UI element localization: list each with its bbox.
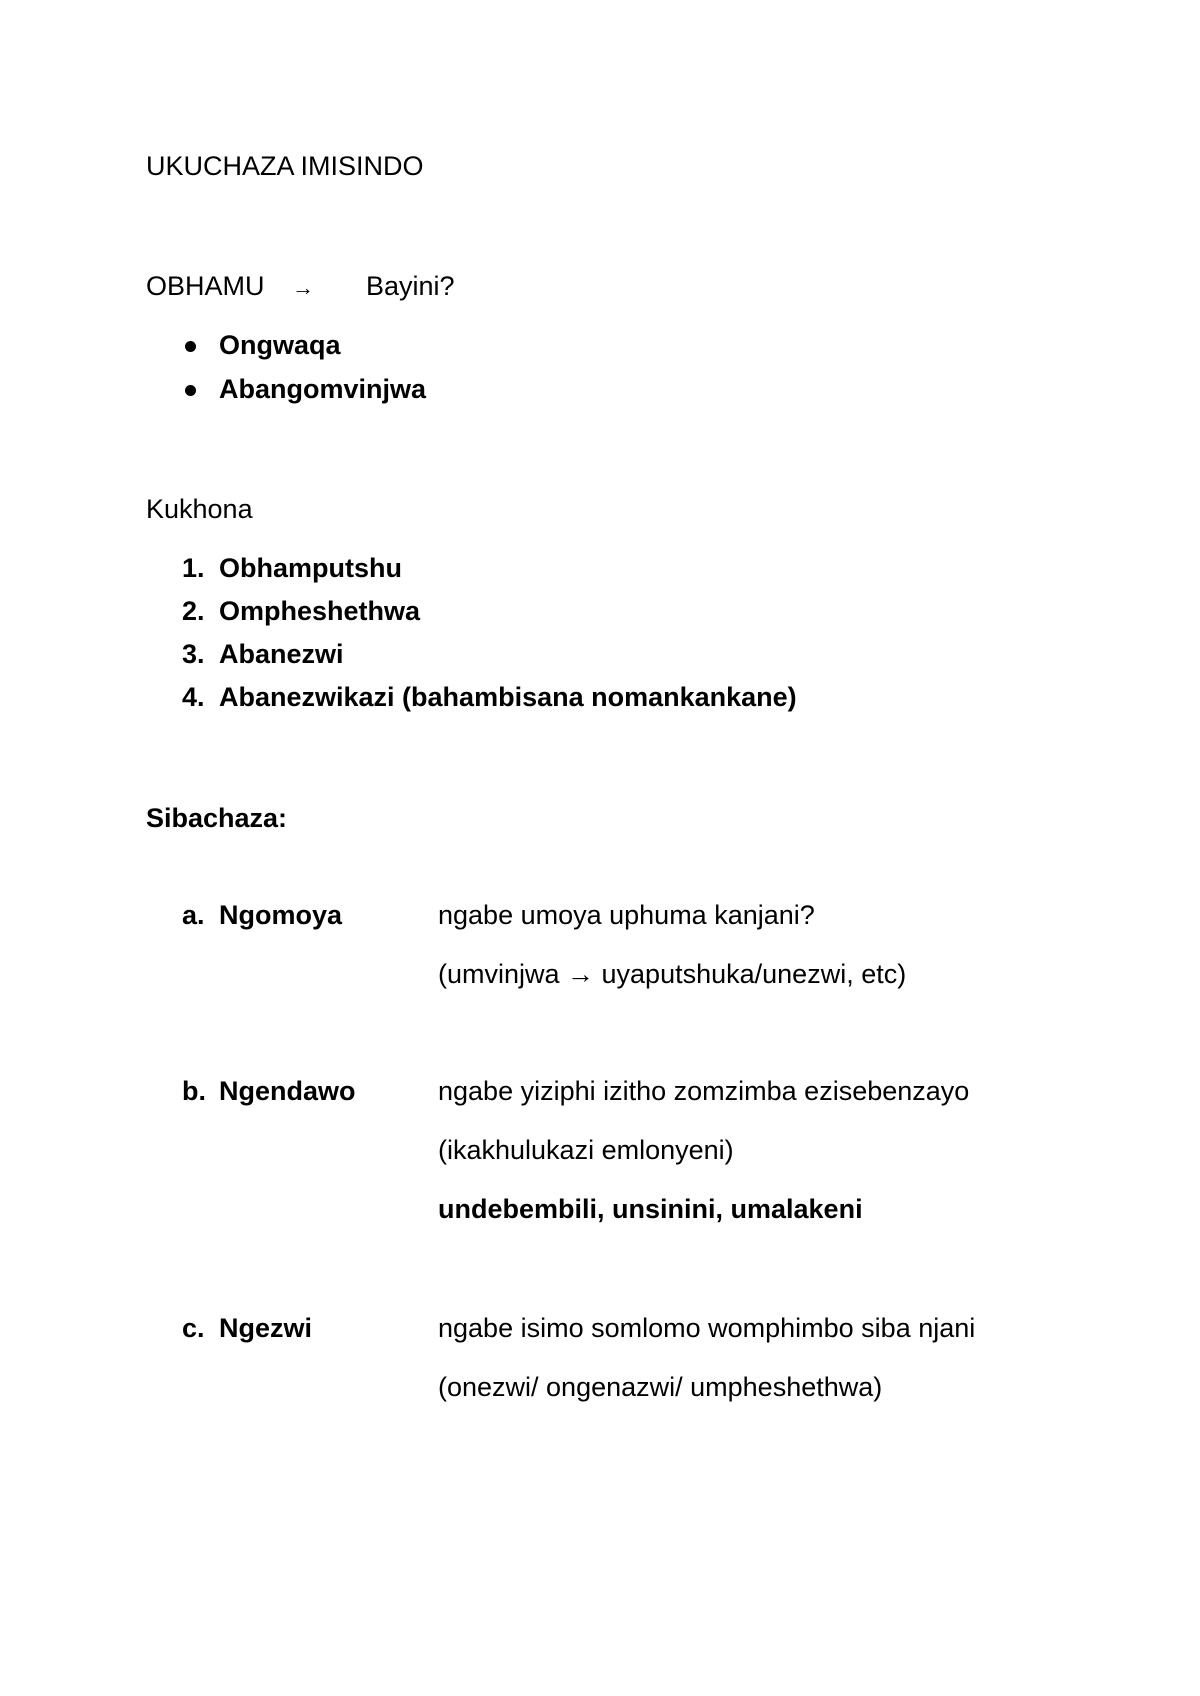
bullet-item: Abangomvinjwa xyxy=(219,374,427,404)
list-item: Abanezwi xyxy=(219,639,344,669)
list-number: 2. xyxy=(182,596,205,626)
bullet-icon xyxy=(185,385,196,396)
sibachaza-heading: Sibachaza: xyxy=(146,803,288,833)
entry-letter: a. xyxy=(182,900,205,930)
entry-letter: c. xyxy=(182,1313,205,1343)
bullet-icon xyxy=(185,341,196,352)
entry-description: (umvinjwa → uyaputshuka/unezwi, etc) xyxy=(438,959,907,989)
entry-term: Ngomoya xyxy=(219,900,343,930)
entry-term: Ngezwi xyxy=(219,1313,313,1343)
list-number: 4. xyxy=(182,682,205,712)
entry-description: ngabe isimo somlomo womphimbo siba njani xyxy=(438,1313,976,1343)
list-number: 1. xyxy=(182,553,205,583)
obhamu-question: Bayini? xyxy=(366,271,455,301)
obhamu-label: OBHAMU xyxy=(146,271,265,301)
list-number: 3. xyxy=(182,639,205,669)
right-arrow-icon: → xyxy=(292,275,314,300)
list-item: Abanezwikazi (bahambisana nomankankane) xyxy=(219,682,797,712)
entry-emphasis: undebembili, unsinini, umalakeni xyxy=(438,1194,863,1224)
list-item: Ompheshethwa xyxy=(219,596,421,626)
entry-description: ngabe umoya uphuma kanjani? xyxy=(438,900,815,930)
entry-letter: b. xyxy=(182,1076,206,1106)
entry-description: (onezwi/ ongenazwi/ umpheshethwa) xyxy=(438,1372,883,1402)
entry-description: (ikakhulukazi emlonyeni) xyxy=(438,1135,734,1165)
entry-description: ngabe yiziphi izitho zomzimba ezisebenzayo xyxy=(438,1076,970,1106)
document-title: UKUCHAZA IMISINDO xyxy=(146,151,424,181)
kukhona-heading: Kukhona xyxy=(146,494,253,524)
bullet-item: Ongwaqa xyxy=(219,330,341,360)
list-item: Obhamputshu xyxy=(219,553,402,583)
entry-term: Ngendawo xyxy=(219,1076,356,1106)
